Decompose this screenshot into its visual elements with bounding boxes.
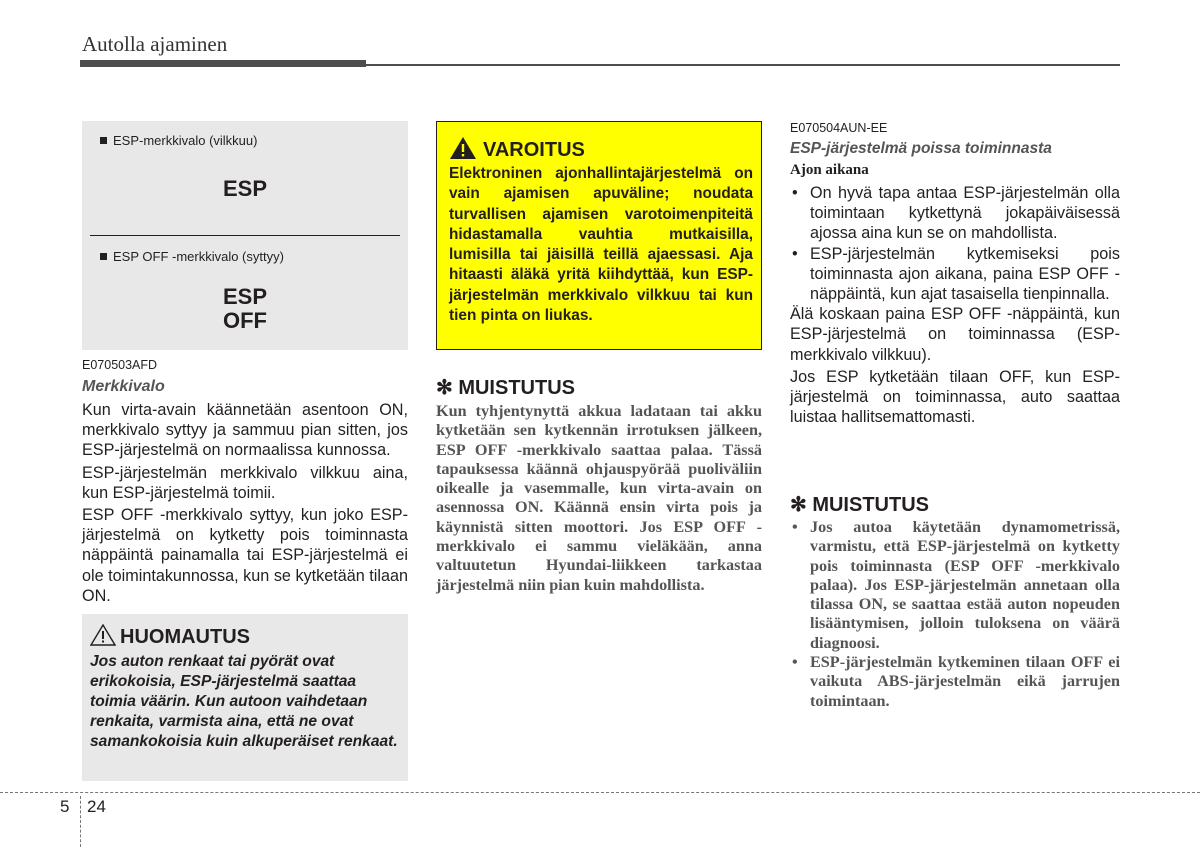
page-number: 24	[87, 797, 106, 816]
list-item: • On hyvä tapa antaa ESP-järjestelmän olla toimintaan kytkettynä jokapäiväisessä ajossa aina kun se on mahdollista.	[790, 183, 1120, 244]
caution-triangle-icon	[90, 624, 116, 646]
caution-text: Jos auton renkaat tai pyörät ovat erikokoisia, ESP-järjestelmä saattaa toimia väärin. Kun autoon vaihdetaan renkaita, varmista aina, että ne ovat samankokoisia kuin alkuperäiset renkaat.	[90, 653, 398, 750]
indicator-lamp-figure	[82, 121, 408, 350]
chapter-number: 5	[60, 797, 70, 816]
blink-lamp-caption: ESP-merkkivalo (vilkkuu)	[100, 133, 257, 148]
paragraph: ESP OFF -merkkivalo syttyy, kun joko ESP-järjestelmä on kytketty pois toiminnasta näppäintä painamalla tai ESP-järjestelmä ei ole toimintakunnossa, kun se kytketään tilaan ON.	[82, 506, 408, 605]
off-lamp-caption: ESP OFF -merkkivalo (syttyy)	[100, 249, 284, 264]
warning-box	[436, 121, 762, 350]
subheading: ESP-järjestelmä poissa toiminnasta	[790, 140, 1052, 157]
warning-text: Elektroninen ajonhallintajärjestelmä on vain ajamisen apuväline; noudata turvallisen ajamisen varotoimenpiteitä hidastamalla vauhtia mutkaisilla, lumisilla tai jäisillä teillä ajaessasi. Aja hitaasti äläkä yritä kiihdyttää, kun ESP-järjestelmän merkkivalo vilkkuu tai kun tien pinta on liukas.	[449, 165, 753, 325]
header-rule-thin	[366, 64, 1120, 66]
section-code: E070503AFD	[82, 358, 158, 372]
caution-title: HUOMAUTUS	[90, 624, 250, 649]
paragraph: Kun virta-avain käännetään asentoon ON, merkkivalo syttyy ja sammuu pian sitten, jos ESP-järjestelmä on normaalissa kunnossa.	[82, 401, 408, 460]
section-title: Autolla ajaminen	[82, 32, 228, 56]
warning-triangle-icon	[449, 136, 477, 160]
list-item: • ESP-järjestelmän kytkeminen tilaan OFF ei vaikuta ABS-järjestelmän eikä jarrujen toimintaan.	[790, 653, 1120, 711]
list-item: • ESP-järjestelmän kytkemiseksi pois toiminnasta ajon aikana, paina ESP OFF -näppäintä, kun ajat tasaisella tienpinnalla.	[790, 244, 1120, 305]
paragraph: Älä koskaan paina ESP OFF -näppäintä, kun ESP-järjestelmä on toiminnassa (ESP-merkkivalo vilkkuu).	[790, 305, 1120, 364]
caution-box	[82, 614, 408, 781]
footer-divider	[80, 796, 81, 847]
note-text	[790, 518, 1120, 711]
note-text: Kun tyhjentynyttä akkua ladataan tai akku kytketään sen kytkennän irrotuksen jälkeen, ESP OFF -merkkivalo saattaa palaa. Tässä tapauksessa käännä ohjauspyörää puoliväliin oikealle ja vasemmalle, kun virta-avain on asennossa ON. Käännä ensin virta pois ja käynnistä sitten moottori. Jos ESP OFF -merkkivalo ei sammu vieläkään, anna valtuutetun Hyundai-liikkeen tarkastaa järjestelmä niin pian kuin mahdollista.	[436, 402, 762, 594]
note-title: ✻ MUISTUTUS	[790, 494, 929, 516]
body-text	[82, 400, 408, 608]
list-item: • Jos autoa käytetään dynamometrissä, varmistu, että ESP-järjestelmä on kytketty pois toiminnasta (ESP OFF -merkkivalo palaa). Jos ESP-järjestelmän annetaan olla tilassa ON, se saattaa estää auton nopeuden lisääntymisen, jolloin tuloksena on väärä diagnoosi.	[790, 518, 1120, 653]
body-text	[790, 183, 1120, 429]
paragraph: ESP-järjestelmän merkkivalo vilkkuu aina, kun ESP-järjestelmä toimii.	[82, 463, 408, 502]
esp-off-lamp-symbol: ESP OFF	[222, 284, 268, 333]
footer-rule	[0, 792, 1200, 793]
square-bullet-icon	[100, 137, 107, 144]
note-title: ✻ MUISTUTUS	[436, 377, 575, 399]
section-code: E070504AUN-EE	[790, 121, 888, 135]
esp-lamp-symbol: ESP	[222, 176, 268, 201]
subheading: Merkkivalo	[82, 378, 165, 395]
minor-heading: Ajon aikana	[790, 162, 869, 178]
paragraph: Jos ESP kytketään tilaan OFF, kun ESP-järjestelmä on toiminnassa, auto saattaa luistaa hallitsemattomasti.	[790, 367, 1120, 427]
warning-title: VAROITUS	[449, 136, 585, 162]
header-rule-thick	[80, 60, 366, 67]
figure-divider	[90, 235, 400, 236]
square-bullet-icon	[100, 253, 107, 260]
